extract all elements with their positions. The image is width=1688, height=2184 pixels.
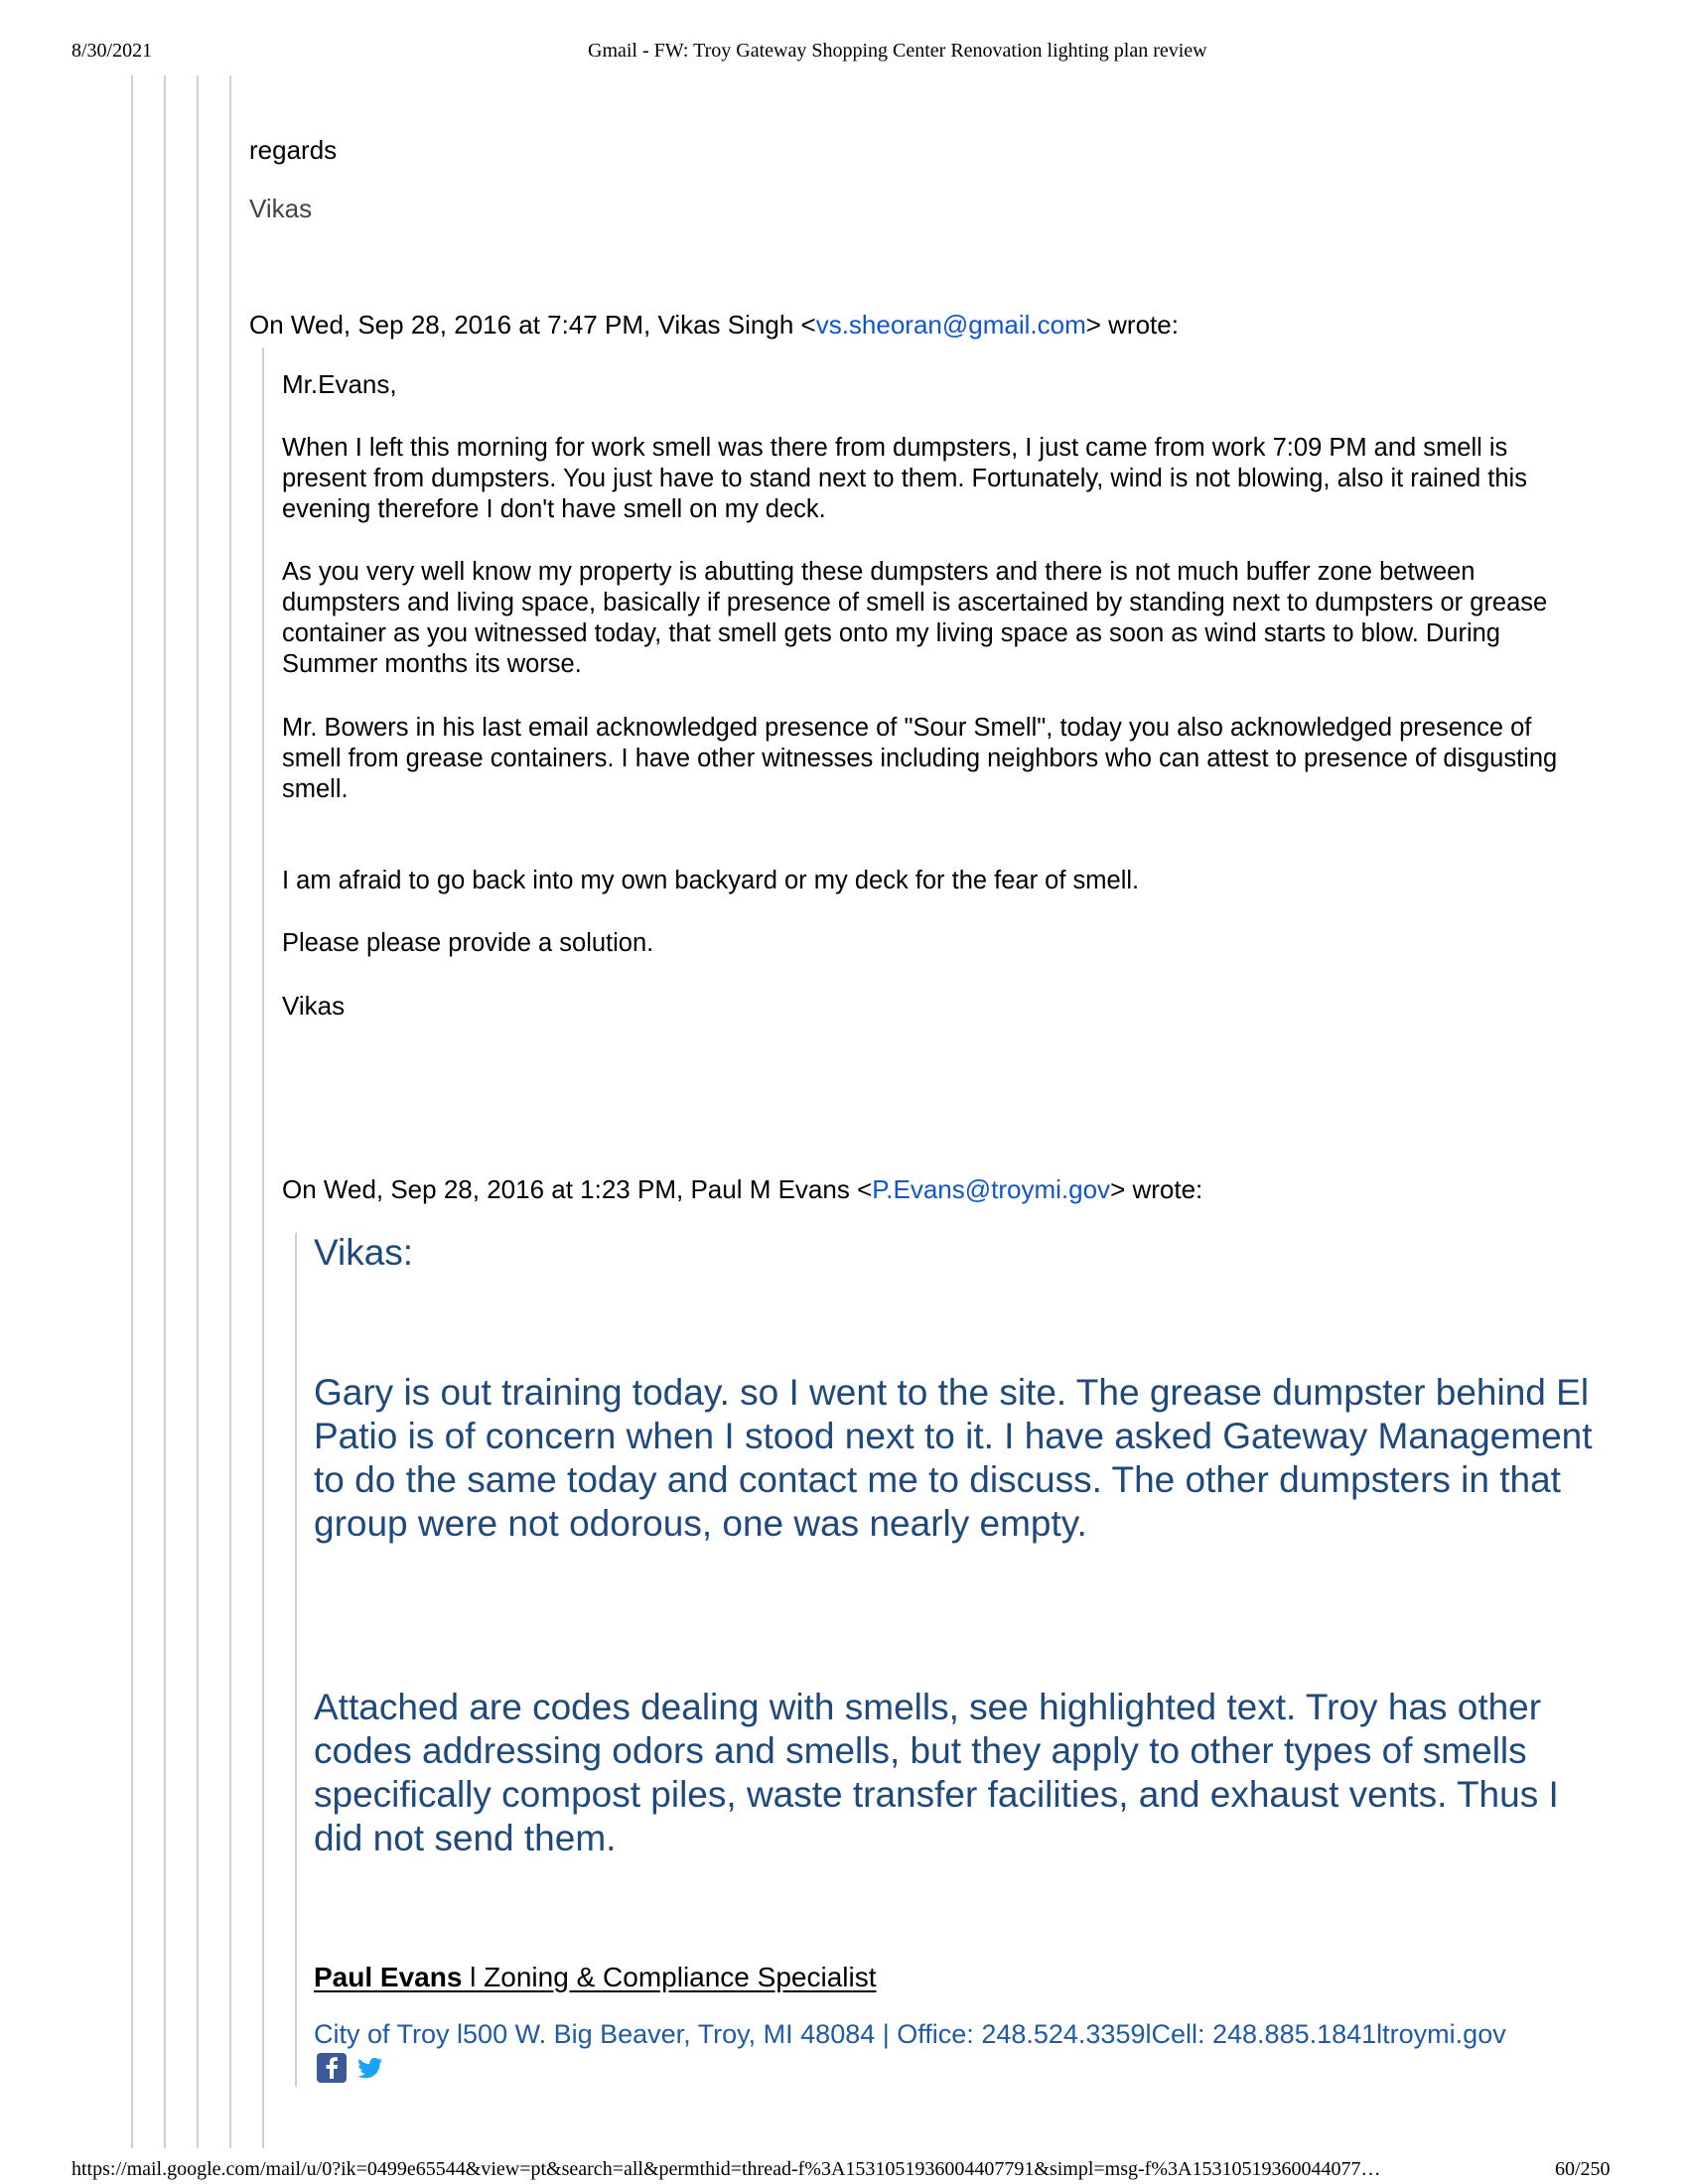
facebook-icon[interactable] — [316, 2052, 348, 2084]
print-url: https://mail.google.com/mail/u/0?ik=0499e65544&view=pt&search=all&permthid=thread-f%3A1531051936004407791&simpl=msg-f%3A15310519360044077… — [71, 2158, 1381, 2180]
quote-line-6 — [295, 1233, 297, 2087]
quote1-signoff: Vikas — [282, 991, 346, 1021]
quote-line-3 — [197, 75, 199, 2148]
print-date: 8/30/2021 — [71, 40, 153, 62]
quote-line-5 — [262, 347, 264, 2148]
signature-contact: City of Troy l500 W. Big Beaver, Troy, MI 48084 | Office: 248.524.3359lCell: 248.885.1841ltroymi.gov — [314, 2019, 1506, 2049]
page-number: 60/250 — [1555, 2158, 1611, 2180]
quote1-salutation: Mr.Evans, — [282, 369, 397, 399]
signature-title: l Zoning & Compliance Specialist — [462, 1962, 877, 1992]
quote1-paragraph-3: Mr. Bowers in his last email acknowledged presence of "Sour Smell", today you also acknowledged presence of smell from grease containers. I have other witnesses including neighbors who can attest to presence of disgusting smell. — [282, 714, 1558, 803]
signature-name: Paul Evans — [314, 1962, 463, 1992]
signature-line — [314, 1961, 877, 1994]
signature-website-link[interactable]: troymi.gov — [1382, 2019, 1506, 2049]
signature-office-phone[interactable]: 248.524.3359 — [981, 2019, 1146, 2049]
quote1-paragraph-2: As you very well know my property is abutting these dumpsters and there is not much buffer zone between dumpsters and living space, basically if presence of smell is ascertained by standing next to dumpsters or grease container as you witnessed today, that smell gets onto my living space as soon as wind starts to blow. During Summer months its worse. — [282, 558, 1548, 678]
quote1-paragraph-4: I am afraid to go back into my own backyard or my deck for the fear of smell. — [282, 867, 1140, 894]
quote1-paragraph-1: When I left this morning for work smell was there from dumpsters, I just came from work 7:09 PM and smell is present from dumpsters. You just have to stand next to them. Fortunately, wind is not blowing, also it rained this evening therefore I don't have smell on my deck. — [282, 434, 1527, 523]
signature-org: City of Troy l — [314, 2019, 464, 2049]
quote-line-4 — [229, 75, 231, 2148]
quote-line-1 — [131, 75, 133, 2148]
signature-address: 500 W. Big Beaver, Troy, MI 48084 — [463, 2019, 876, 2049]
quote2-attribution: On Wed, Sep 28, 2016 at 1:23 PM, Paul M Evans <P.Evans@troymi.gov> wrote: — [282, 1174, 1203, 1204]
twitter-icon[interactable] — [353, 2052, 385, 2084]
quote2-salutation: Vikas: — [314, 1232, 414, 1273]
closing-name: Vikas — [249, 194, 313, 223]
closing-regards: regards — [249, 135, 338, 165]
quote2-paragraph-1: Gary is out training today. so I went to the site. The grease dumpster behind El Patio is of concern when I stood next to it. I have asked Gateway Management to do the same today and contact me to discuss. The other dumpsters in that group were not odorous, one was nearly empty. — [314, 1372, 1593, 1544]
signature-cell-phone[interactable]: 248.885.1841 — [1212, 2019, 1377, 2049]
quote1-email-link[interactable]: vs.sheoran@gmail.com — [815, 310, 1086, 340]
quote2-email-link[interactable]: P.Evans@troymi.gov — [872, 1174, 1111, 1204]
quote1-attribution: On Wed, Sep 28, 2016 at 7:47 PM, Vikas Singh <vs.sheoran@gmail.com> wrote: — [249, 310, 1179, 340]
quote1-paragraph-5: Please please provide a solution. — [282, 929, 654, 957]
quote2-paragraph-2: Attached are codes dealing with smells, see highlighted text. Troy has other codes addressing odors and smells, but they apply to other types of smells specifically compost piles, waste transfer facilities, and exhaust vents. Thus I did not send them. — [314, 1687, 1559, 1858]
quote-line-2 — [164, 75, 166, 2148]
print-title: Gmail - FW: Troy Gateway Shopping Center Renovation lighting plan review — [588, 40, 1207, 62]
